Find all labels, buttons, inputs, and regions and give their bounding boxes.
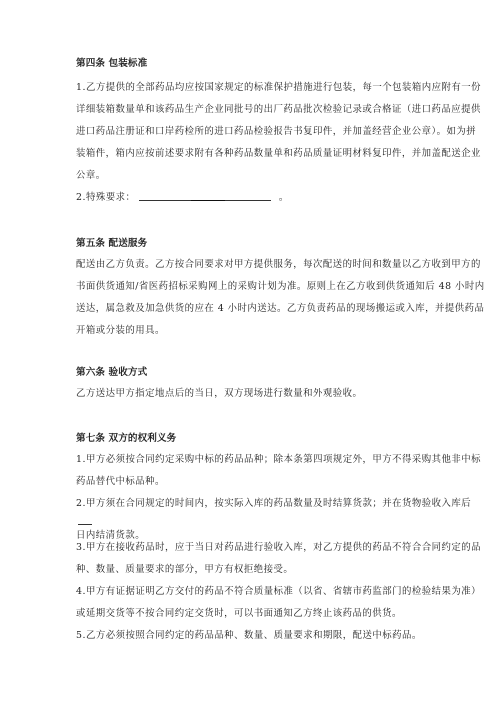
article-7-paragraph-2: 2.甲方须在合同规定的时间内，按实际入库的药品数量及时结算货款；并在货物验收入库后 日内结清货款。	[76, 498, 472, 541]
article-5-paragraph: 配送由乙方负责。乙方按合同要求对甲方提供服务，每次配送的时间和数量以乙方收到甲方的 书面供货通知/省医药招标采购网上的采购计划为准。原则上在乙方收到供货通知后 48 小时内 送达，属急救及加急供货的应在 4 小时内送达。乙方负责药品的现场搬运或入库，并提供药品 开箱或分装的用具。	[76, 259, 485, 336]
article-7-title: 第七条 双方的权利义务	[76, 433, 177, 444]
article-6-paragraph: 乙方送达甲方指定地点后的当日，双方现场进行数量和外观验收。	[76, 388, 363, 399]
article-4-paragraph-2: 2.特殊要求： 。	[76, 192, 289, 203]
article-7-paragraph-3: 3.甲方在接收药品时，应于当日对药品进行验收入库，对乙方提供的药品不符合合同约定的品 种、数量、质量要求的部分，甲方有权拒绝接受。	[76, 542, 481, 575]
article-4-paragraph-1: 1.乙方提供的全部药品均应按国家规定的标准保护措施进行包装，每一个包装箱内应附有一份 详细装箱数量单和该药品生产企业同批号的出厂药品批次检验记录或合格证（进口药品应提供 进口药品注册证和口岸药检所的进口药品检验报告书复印件，并加盖经营企业公章）。如为拼 装箱件，箱内应按前述要求附有各种药品数量单和药品质量证明材料复印件，并加盖配送企业 公章。	[76, 82, 481, 181]
article-7-paragraph-4: 4.甲方有证据证明乙方交付的药品不符合质量标准（以省、省辖市药监部门的检验结果为准） 或延期交货等不按合同约定交货时，可以书面通知乙方终止该药品的供货。	[76, 586, 481, 619]
article-7-paragraph-1: 1.甲方必须按合同约定采购中标的药品品种；除本条第四项规定外，甲方不得采购其他非中标 药品替代中标品种。	[76, 454, 481, 487]
settlement-days-blank	[78, 515, 92, 525]
article-5-title: 第五条 配送服务	[76, 238, 148, 249]
special-requirements-blank	[139, 191, 271, 201]
article-7-paragraph-5: 5.乙方必须按照合同约定的药品品种、数量、质量要求和期限，配送中标药品。	[76, 630, 422, 641]
article-6-title: 第六条 验收方式	[76, 367, 148, 378]
article-4-title: 第四条 包装标准	[76, 58, 148, 69]
